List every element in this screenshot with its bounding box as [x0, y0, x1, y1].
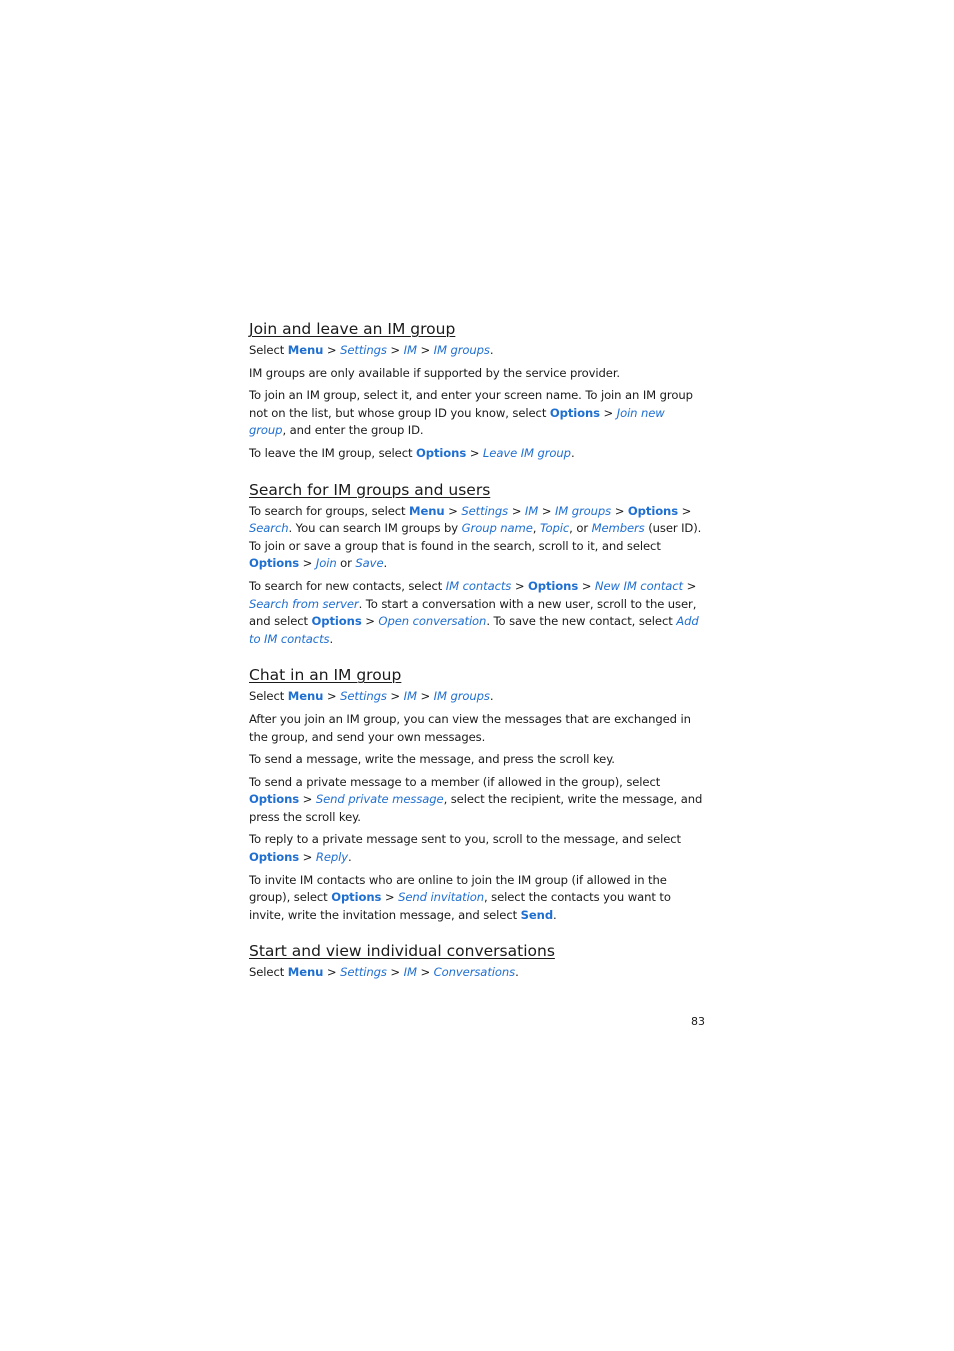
paragraph: [249, 445, 705, 463]
menu-item-name: Settings: [340, 689, 387, 704]
menu-item-name: Send private message: [315, 792, 444, 807]
text-run: >: [683, 578, 697, 593]
text-run: To search for groups, select: [249, 503, 410, 518]
text-run: IM groups are only available if supported by the service provider.: [249, 365, 621, 380]
menu-item-name: Group name: [461, 521, 533, 536]
section: [249, 318, 705, 463]
text-run: >: [323, 965, 341, 980]
text-run: >: [416, 689, 434, 704]
text-run: >: [678, 503, 692, 518]
section-heading: Search for IM groups and users: [249, 480, 491, 499]
text-run: Select: [249, 965, 288, 980]
menu-keyword: Options: [311, 614, 362, 629]
text-run: , select the contacts you want to invite, write the invitation message, and select: [249, 890, 671, 922]
text-run: After you join an IM group, you can view the messages that are exchanged in the group, and send your own messages.: [249, 711, 691, 744]
menu-item-name: Join: [315, 556, 337, 571]
text-run: . To save the new contact, select: [486, 614, 677, 629]
text-run: Select: [249, 343, 288, 357]
text-run: >: [538, 503, 555, 518]
text-run: To leave the IM group, select: [249, 445, 417, 460]
menu-item-name: Search: [249, 521, 289, 536]
menu-keyword: Options: [528, 578, 579, 593]
paragraph: [249, 387, 705, 440]
paragraph: [249, 964, 705, 982]
text-run: To search for new contacts, select: [249, 578, 446, 593]
paragraph: [249, 688, 705, 706]
menu-item-name: Settings: [340, 343, 387, 357]
text-run: To join an IM group, select it, and enter your screen name. To join an IM group not on the list, but whose group ID you know, select: [249, 388, 693, 420]
text-run: >: [508, 503, 525, 518]
paragraph: [249, 342, 705, 360]
text-run: >: [299, 556, 316, 571]
section: [249, 664, 705, 924]
page-number: 83: [691, 1015, 705, 1028]
menu-keyword: Options: [416, 445, 467, 460]
text-run: or: [336, 556, 356, 571]
text-run: >: [381, 890, 399, 905]
menu-keyword: Menu: [287, 689, 324, 704]
text-run: .: [553, 907, 557, 922]
text-run: >: [511, 578, 529, 593]
menu-keyword: Send: [520, 907, 554, 922]
text-run: To send a private message to a member (if allowed in the group), select: [249, 774, 661, 789]
menu-keyword: Options: [249, 792, 300, 807]
menu-item-name: Topic: [539, 521, 570, 536]
menu-item-name: Reply: [315, 850, 349, 865]
text-run: .: [348, 850, 352, 865]
menu-keyword: Options: [249, 556, 300, 571]
text-run: >: [599, 405, 617, 420]
text-run: .: [489, 689, 494, 704]
menu-item-name: Members: [591, 521, 645, 536]
paragraph: [249, 831, 705, 866]
text-run: ,: [532, 521, 540, 536]
text-run: . To start a conversation with a new user, scroll to the user, and select: [249, 596, 697, 629]
paragraph: [249, 503, 705, 573]
menu-item-name: Settings: [461, 503, 509, 518]
text-run: >: [386, 343, 404, 357]
text-run: (user ID). To join or save a group that is found in the search, scroll to it, and select: [249, 521, 702, 553]
text-run: >: [323, 343, 341, 357]
text-run: .: [383, 556, 388, 571]
text-run: >: [416, 343, 434, 357]
menu-keyword: Menu: [287, 965, 324, 980]
menu-keyword: Menu: [409, 503, 445, 518]
text-run: , and enter the group ID.: [282, 423, 424, 438]
menu-item-name: Leave IM group: [482, 445, 571, 460]
text-run: , select the recipient, write the message, and press the scroll key.: [249, 792, 703, 824]
menu-item-name: Join new group: [249, 405, 665, 438]
menu-item-name: Settings: [340, 965, 387, 980]
menu-item-name: IM groups: [554, 503, 612, 518]
menu-item-name: IM: [524, 503, 539, 518]
menu-keyword: Options: [331, 890, 382, 905]
menu-keyword: Options: [549, 405, 600, 420]
menu-item-name: IM: [403, 965, 417, 980]
paragraph: [249, 711, 705, 746]
section-heading: Start and view individual conversations: [249, 942, 555, 961]
section-heading: Join and leave an IM group: [249, 320, 456, 338]
text-run: >: [416, 965, 434, 980]
paragraph: [249, 774, 705, 827]
menu-item-name: IM: [403, 689, 417, 704]
text-run: .: [515, 965, 519, 980]
text-run: >: [578, 578, 595, 593]
text-run: To invite IM contacts who are online to join the IM group (if allowed in the group), select: [249, 872, 667, 905]
text-run: >: [386, 965, 404, 980]
menu-item-name: Open conversation: [378, 614, 487, 629]
section: [249, 940, 705, 982]
menu-item-name: IM groups: [433, 343, 490, 357]
section-heading: Chat in an IM group: [249, 666, 402, 685]
text-run: >: [323, 689, 341, 704]
menu-item-name: IM contacts: [445, 578, 512, 593]
menu-item-name: New IM contact: [594, 578, 683, 593]
section: [249, 479, 705, 649]
menu-keyword: Options: [627, 503, 679, 518]
text-run: .: [489, 343, 494, 357]
text-run: >: [611, 503, 628, 518]
paragraph: [249, 578, 705, 648]
text-run: .: [570, 445, 575, 460]
text-run: To reply to a private message sent to you, scroll to the message, and select: [249, 832, 681, 847]
menu-item-name: IM: [403, 343, 417, 357]
menu-item-name: Search from server: [249, 596, 359, 611]
text-run: >: [361, 614, 379, 629]
text-run: .: [329, 631, 334, 646]
text-run: Select: [249, 689, 288, 704]
menu-item-name: Add to IM contacts: [249, 614, 699, 646]
menu-item-name: Send invitation: [398, 890, 484, 905]
menu-keyword: Menu: [287, 343, 324, 357]
menu-item-name: IM groups: [433, 689, 490, 704]
menu-keyword: Options: [249, 850, 300, 865]
text-run: To send a message, write the message, and press the scroll key.: [249, 752, 615, 767]
menu-item-name: Conversations: [433, 965, 516, 980]
text-run: >: [466, 445, 483, 460]
text-run: . You can search IM groups by: [288, 521, 462, 536]
paragraph: [249, 872, 705, 925]
document-body: [249, 318, 705, 987]
text-run: >: [299, 850, 316, 865]
text-run: >: [299, 792, 316, 807]
paragraph: [249, 365, 705, 383]
paragraph: [249, 751, 705, 769]
text-run: >: [444, 503, 462, 518]
menu-item-name: Save: [355, 556, 384, 571]
text-run: , or: [569, 521, 592, 536]
text-run: >: [386, 689, 404, 704]
